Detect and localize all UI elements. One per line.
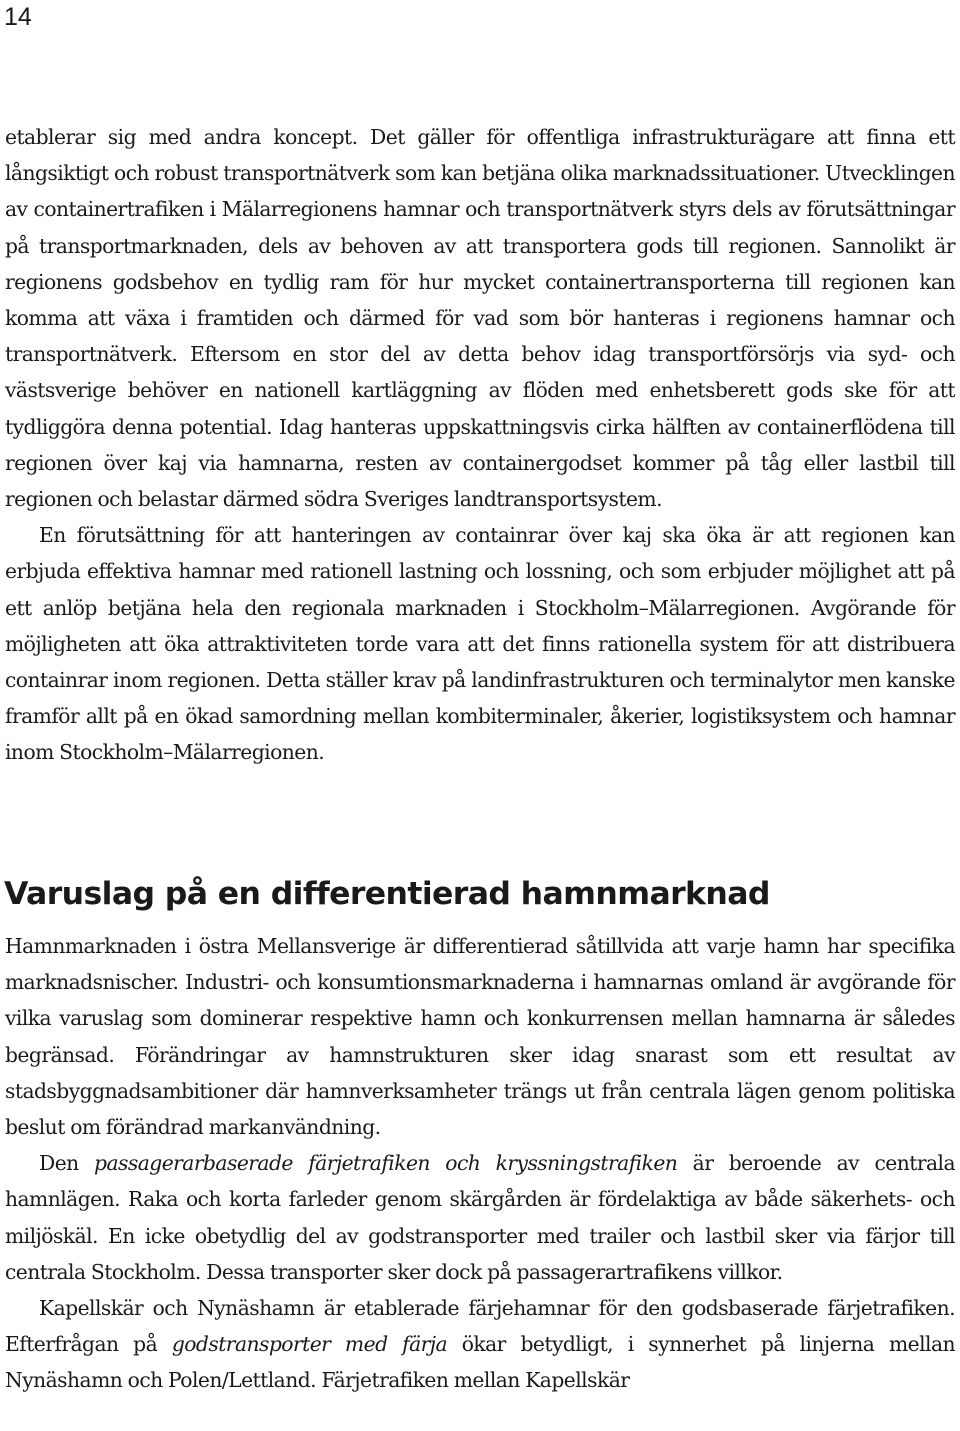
paragraph-text: ökar betydligt, i synnerhet på linjerna mellan Nynäshamn och Polen/Lettland. Färjetrafiken mellan Kapellskär bbox=[5, 1332, 955, 1393]
body-section-varuslag bbox=[5, 928, 955, 1399]
page-number: 14 bbox=[4, 3, 32, 31]
section-heading: Varuslag på en differentierad hamnmarknad bbox=[4, 876, 770, 912]
paragraph-passagerartrafik bbox=[5, 1145, 955, 1290]
paragraph-text: Kapellskär och Nynäshamn är etablerade färjehamnar för den godsbaserade färjetrafiken. Efterfrågan på bbox=[5, 1296, 955, 1357]
italic-term: godstransporter med färja bbox=[171, 1332, 448, 1357]
body-section-container bbox=[5, 119, 955, 771]
paragraph-hamnmarknaden: Hamnmarknaden i östra Mellansverige är differentierad såtillvida att varje hamn har specifika marknadsnischer. Industri- och konsumtionsmarknaderna i hamnarnas omland är avgörande för vilka varuslag som dominerar respektive hamn och konkurrensen mellan hamnarna är således begränsad. Förändringar av hamnstrukturen sker idag snarast som ett resultat av stadsbyggnadsambitioner där hamnverksamheter trängs ut från centrala lägen genom politiska beslut om förändrad markanvändning. bbox=[5, 934, 955, 1140]
paragraph-text: är beroende av centrala hamnlägen. Raka och korta farleder genom skärgården är fördelaktiga av både säkerhets- och miljöskäl. En icke obetydlig del av godstransporter med trailer och lastbil sker via färjor till centrala Stockholm. Dessa transporter sker dock på passagerartrafikens villkor. bbox=[5, 1151, 955, 1284]
paragraph-kapellskar bbox=[5, 1290, 955, 1399]
paragraph-forutsattning: En förutsättning för att hanteringen av containrar över kaj ska öka är att regionen kan erbjuda effektiva hamnar med rationell lastning och lossning, och som erbjuder möjlighet att på ett anlöp betjäna hela den regionala marknaden i Stockholm–Mälarregionen. Avgörande för möjligheten att öka attraktiviteten torde vara att det finns rationella system för att distribuera containrar inom regionen. Detta ställer krav på landinfrastrukturen och terminalytor men kanske framför allt på en ökad samordning mellan kombiterminaler, åkerier, logistiksystem och hamnar inom Stockholm–Mälarregionen. bbox=[5, 523, 955, 765]
paragraph-text: Den bbox=[39, 1151, 95, 1176]
italic-term: passagerarbaserade färjetrafiken och kryssningstrafiken bbox=[94, 1151, 678, 1176]
paragraph-container-utveckling: etablerar sig med andra koncept. Det gäller för offentliga infrastrukturägare att finna ett långsiktigt och robust transportnätverk som kan betjäna olika marknadssituationer. Utvecklingen av containertrafiken i Mälarregionens hamnar och transportnätverk styrs dels av förutsättningar på transportmarknaden, dels av behoven av att transportera gods till regionen. Sannolikt är regionens godsbehov en tydlig ram för hur mycket containertransporterna till regionen kan komma att växa i framtiden och därmed för vad som bör hanteras i regionens hamnar och transportnätverk. Eftersom en stor del av detta behov idag transportförsörjs via syd- och västsverige behöver en nationell kartläggning av flöden med enhetsberett gods ske för att tydliggöra denna potential. Idag hanteras uppskattningsvis cirka hälften av containerflödena till regionen över kaj via hamnarna, resten av containergodset kommer på tåg eller lastbil till regionen och belastar därmed södra Sveriges landtransportsystem. bbox=[5, 125, 955, 512]
